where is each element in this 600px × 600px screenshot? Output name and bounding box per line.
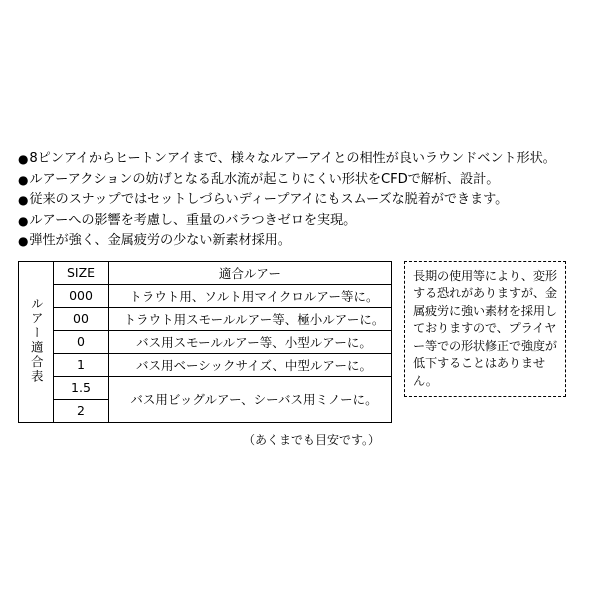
table-row-label: ルアー適合表 <box>29 296 45 384</box>
lower-section <box>18 261 582 448</box>
list-item <box>18 171 582 190</box>
content-area <box>18 150 582 448</box>
bullet-text: ルアーへの影響を考慮し、重量のバラつきゼロを実現。 <box>29 212 357 228</box>
lure-compatibility-table-wrapper <box>18 261 390 448</box>
table-row <box>19 284 392 307</box>
table-row <box>19 376 392 399</box>
feature-bullet-list <box>18 150 582 251</box>
bullet-icon: ● <box>18 152 29 166</box>
table-footnote: （あくまでも目安です。） <box>242 432 380 447</box>
bullet-icon: ● <box>18 234 29 248</box>
bullet-text: 8ピンアイからヒートンアイまで、様々なルアーアイとの相性が良いラウンドベント形状。 <box>29 151 556 166</box>
table-header-row <box>19 261 392 284</box>
list-item <box>18 191 582 210</box>
bullet-icon: ● <box>18 172 29 187</box>
cell-size: 2 <box>54 399 109 422</box>
cell-size: 1 <box>54 353 109 376</box>
table-row <box>19 307 392 330</box>
cell-lure: バス用ビッグルアー、シーバス用ミノーに。 <box>109 376 392 422</box>
lure-compatibility-table <box>18 261 392 423</box>
durability-note-box <box>404 261 566 398</box>
bullet-text: 弾性が強く、金属疲労の少ない新素材採用。 <box>29 233 291 248</box>
cell-lure: バス用スモールルアー等、小型ルアーに。 <box>109 330 392 353</box>
durability-note-text: 長期の使用等により、変形する恐れがありますが、金属疲労に強い素材を採用しておりますので、プライヤー等での形状修正で強度が低下することはありません。 <box>413 268 557 388</box>
bullet-text: 従来のスナップではセットしづらいディープアイにもスムーズな脱着ができます。 <box>29 192 509 207</box>
cell-size: 00 <box>54 307 109 330</box>
bullet-text: ルアーアクションの妨げとなる乱水流が起こりにくい形状をCFDで解析、設計。 <box>29 171 500 187</box>
table-row-label-cell <box>19 261 54 422</box>
cell-size: 1.5 <box>54 376 109 399</box>
table-header-lure: 適合ルアー <box>109 261 392 284</box>
cell-lure: バス用ベーシックサイズ、中型ルアーに。 <box>109 353 392 376</box>
table-header-size: SIZE <box>54 261 109 284</box>
cell-size: 000 <box>54 284 109 307</box>
cell-lure: トラウト用、ソルト用マイクロルアー等に。 <box>109 284 392 307</box>
table-row <box>19 330 392 353</box>
list-item <box>18 150 582 169</box>
cell-size: 0 <box>54 330 109 353</box>
list-item <box>18 212 582 231</box>
list-item <box>18 232 582 251</box>
table-row <box>19 353 392 376</box>
bullet-icon: ● <box>18 193 29 207</box>
cell-lure: トラウト用スモールルアー等、極小ルアーに。 <box>109 307 392 330</box>
bullet-icon: ● <box>18 213 29 228</box>
